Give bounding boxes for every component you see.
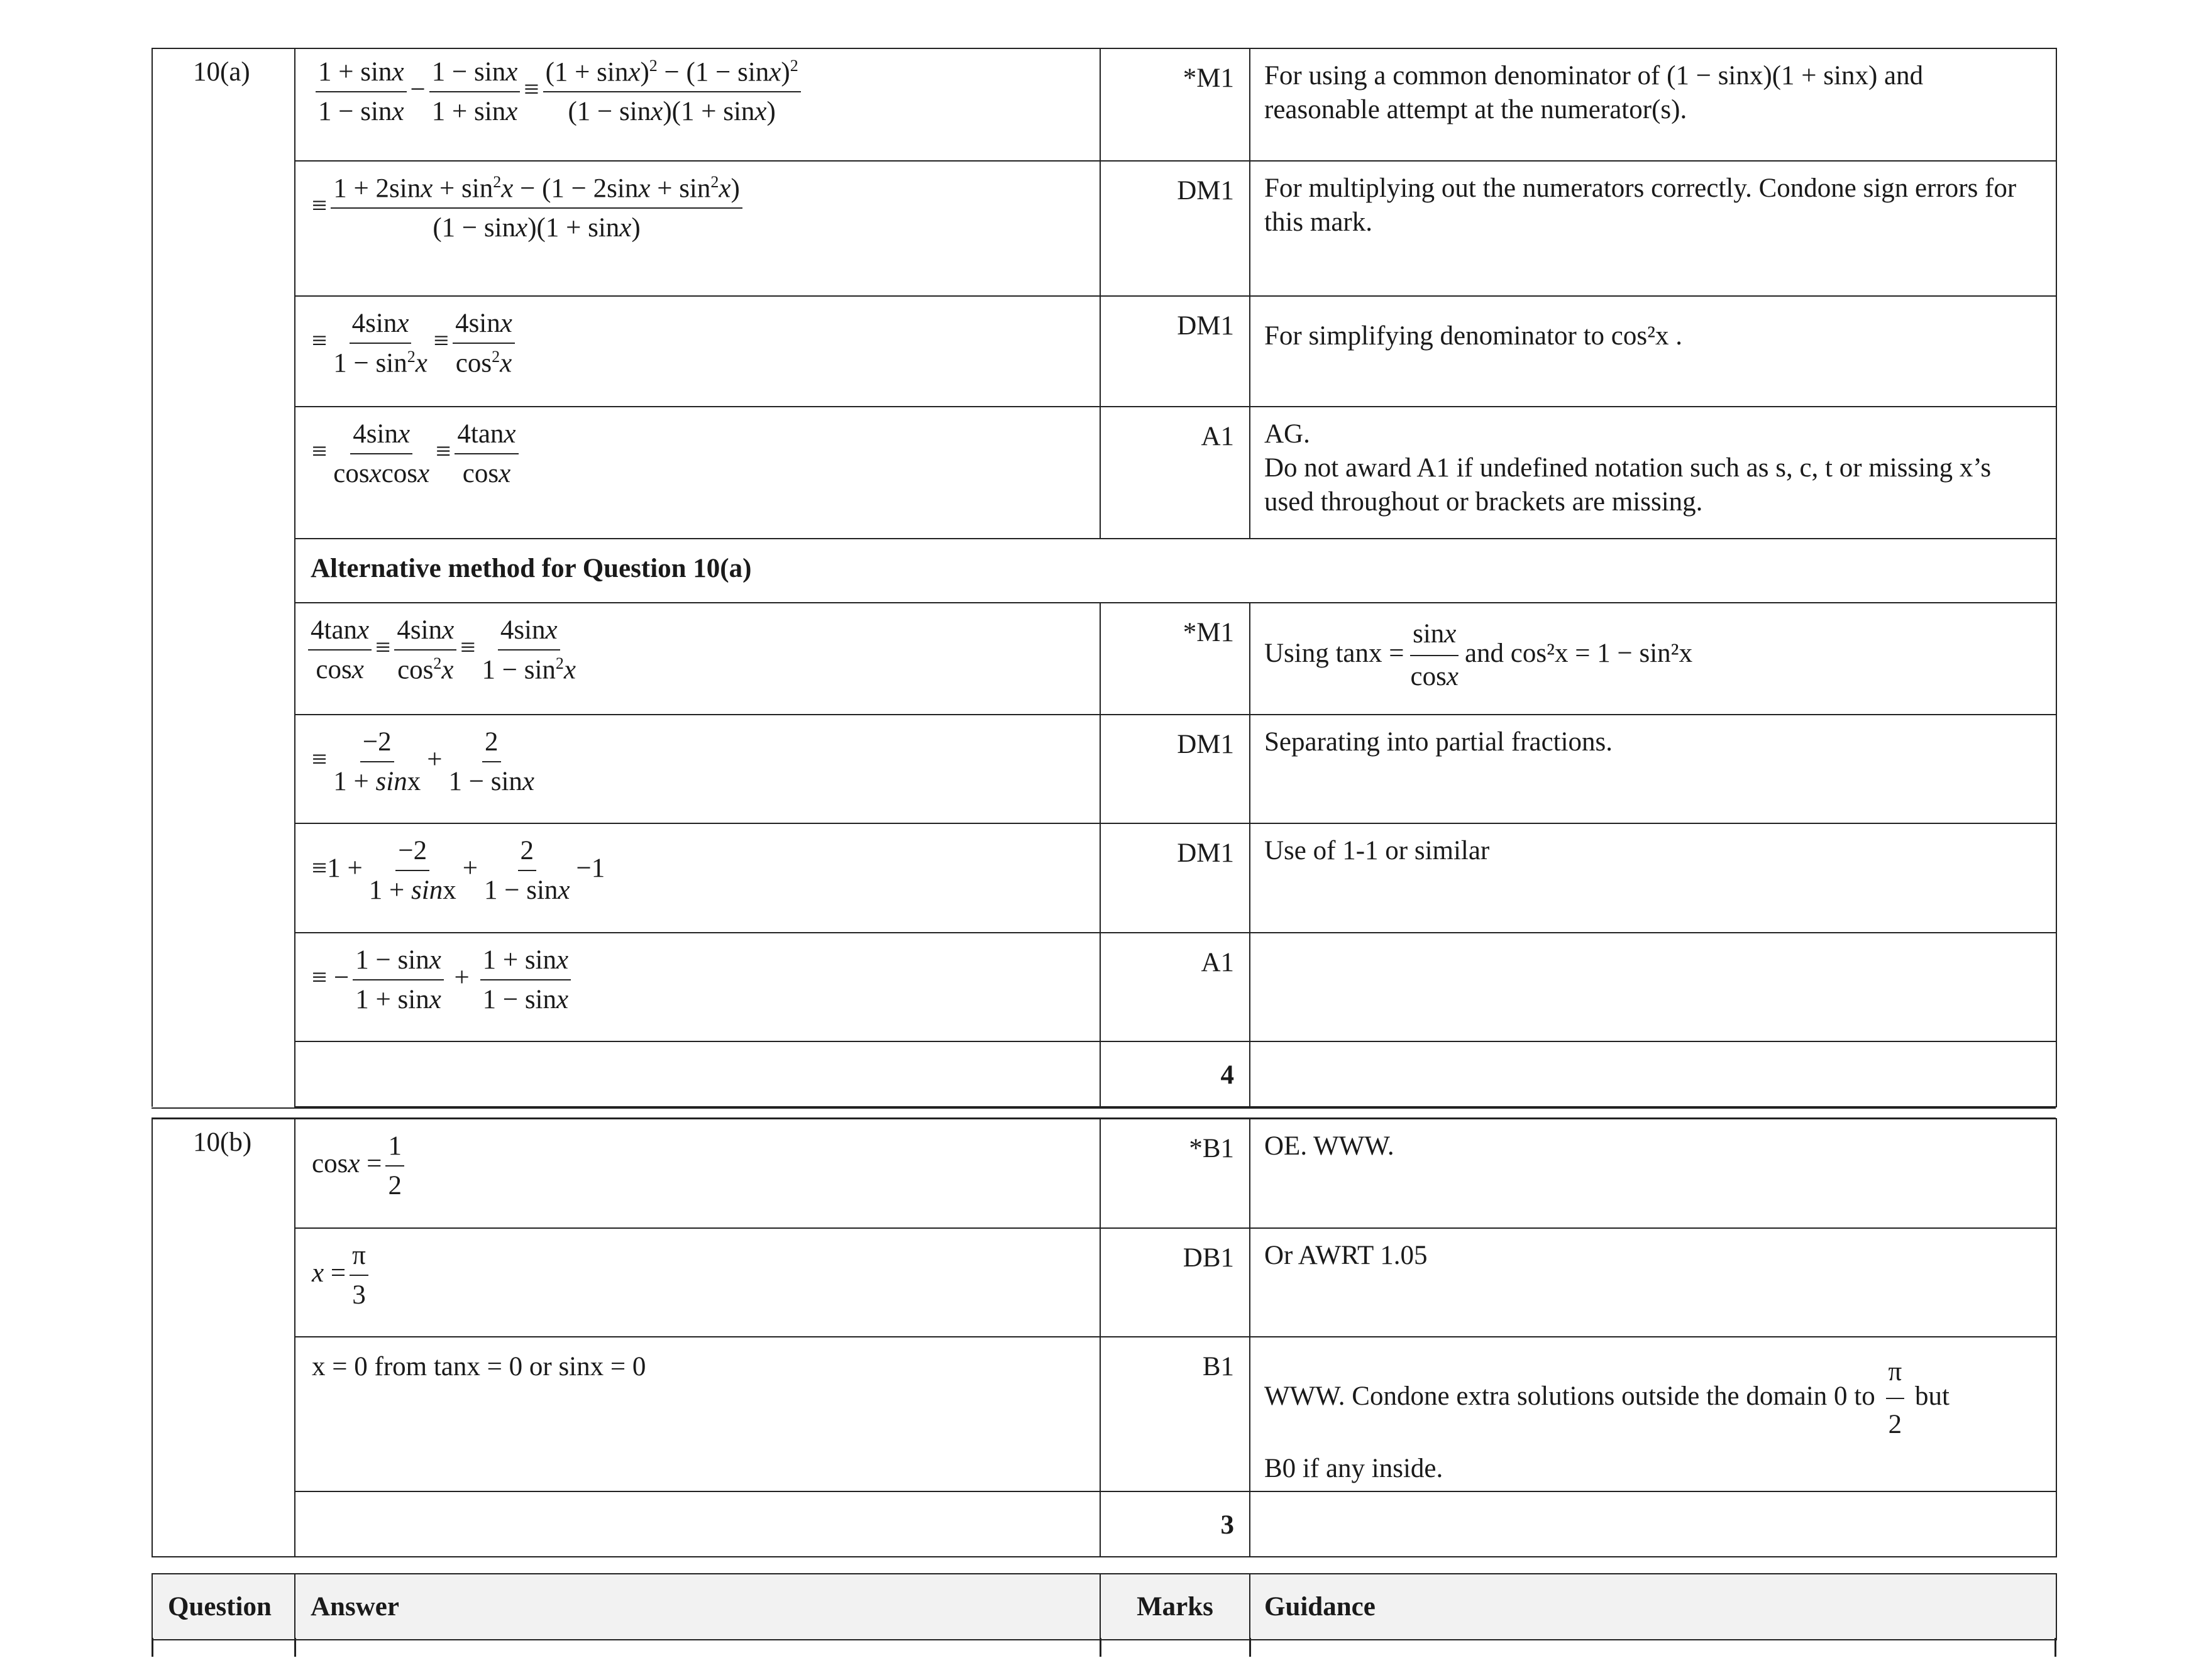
guidance-text: For simplifying denominator to cos²x .: [1250, 296, 2056, 407]
answer-step-b1: cosx = $\frac{1}{2}$: [295, 1119, 1100, 1228]
mark-code: DM1: [1100, 715, 1250, 823]
total-answer-cell: [295, 1491, 1100, 1557]
total-marks: 3: [1100, 1491, 1250, 1557]
header-guidance: Guidance: [1250, 1574, 2056, 1640]
total-guidance-cell: [1250, 1041, 2056, 1107]
section-divider: [152, 1107, 2056, 1119]
guidance-but: but: [1914, 1381, 1950, 1411]
answer-step-b2: x = $\frac{\pi}{3}$: [295, 1228, 1100, 1337]
guidance-text: Use of 1-1 or similar: [1250, 823, 2056, 933]
table-continuation-line: [1249, 1638, 1251, 1657]
header-marks: Marks: [1100, 1574, 1250, 1640]
table-continuation-line: [294, 1638, 296, 1657]
mark-code: *B1: [1100, 1119, 1250, 1228]
mark-code: B1: [1100, 1337, 1250, 1491]
mark-code: A1: [1100, 933, 1250, 1041]
total-guidance-cell: [1250, 1491, 2056, 1557]
question-number: 10(b): [152, 1119, 295, 1557]
alt-step-3: ≡1 + $\frac{-2}{1 + \sin x}$ + $\frac{2}{1 - \sin x}$ −1: [295, 823, 1100, 933]
answer-step-b3: x = 0 from tanx = 0 or sinx = 0: [295, 1337, 1100, 1491]
mark-code: *M1: [1100, 603, 1250, 715]
guidance-text: For using a common denominator of (1 − sinx)(1 + sinx) and reasonable attempt at the numerator(s).: [1250, 48, 2056, 161]
answer-step-2: ≡ $\frac{1 + 2\sin x + \sin^2x - (1 - 2\sin x + \sin^2x)}{(1 - \sin x)(1 + \sin x)}$: [295, 161, 1100, 296]
alt-step-2: ≡ $\frac{-2}{1 + \sin x}$ + $\frac{2}{1 - \sin x}$: [295, 715, 1100, 823]
table-continuation-line: [1100, 1638, 1101, 1657]
guidance-text: [1250, 933, 2056, 1041]
total-marks: 4: [1100, 1041, 1250, 1107]
mark-scheme-table-a: [152, 48, 2057, 1107]
mark-code: DM1: [1100, 161, 1250, 296]
column-header-row: [152, 1573, 2057, 1640]
mark-scheme-table-b: [152, 1118, 2057, 1557]
guidance-text: For multiplying out the numerators correctly. Condone sign errors for this mark.: [1250, 161, 2056, 296]
answer-step-1: $\frac{1 + \sin x}{1 - \sin x}$ − $\frac{1 - \sin x}{1 + \sin x}$ ≡ $\frac{(1 + \sin x)^2 - (1 - \sin x)^2}{(1 - \sin x)(1 + \sin x)}$: [295, 48, 1100, 161]
guidance-text: Separating into partial fractions.: [1250, 715, 2056, 823]
mark-code: DB1: [1100, 1228, 1250, 1337]
header-question: Question: [152, 1574, 295, 1640]
mark-code: A1: [1100, 407, 1250, 539]
mark-code: *M1: [1100, 48, 1250, 161]
table-continuation-line: [152, 1638, 153, 1657]
guidance-text: Using tanx = $\frac{\sin x}{\cos x}$ and cos²x = 1 − sin²x: [1250, 603, 2056, 715]
guidance-line-2: B0 if any inside.: [1264, 1454, 1443, 1483]
header-answer: Answer: [295, 1574, 1100, 1640]
alt-step-1: $\frac{4\tan x}{\cos x}$ ≡ $\frac{4\sin x}{\cos^2x}$ ≡ $\frac{4\sin x}{1 - \sin^2x}$: [295, 603, 1100, 715]
table-continuation-line: [2054, 1638, 2056, 1657]
guidance-text: WWW. Condone extra solutions outside the domain 0 to $\frac{\pi}{2}$ but B0 if any inside.: [1250, 1337, 2056, 1491]
alt-step-4: ≡ − $\frac{1 - \sin x}{1 + \sin x}$ + $\frac{1 + \sin x}{1 - \sin x}$: [295, 933, 1100, 1041]
alternative-method-heading: Alternative method for Question 10(a): [295, 539, 2056, 603]
mark-code: DM1: [1100, 823, 1250, 933]
guidance-text: OE. WWW.: [1250, 1119, 2056, 1228]
guidance-text: AG. Do not award A1 if undefined notation such as s, c, t or missing x’s used throughout or brackets are missing.: [1250, 407, 2056, 539]
guidance-line-1: WWW. Condone extra solutions outside the domain 0 to: [1264, 1381, 1875, 1411]
guidance-suffix: and cos²x = 1 − sin²x: [1464, 638, 1693, 668]
total-answer-cell: [295, 1041, 1100, 1107]
guidance-prefix: Using tanx =: [1264, 638, 1404, 668]
question-number: 10(a): [152, 48, 295, 1107]
answer-step-3: ≡ $\frac{4\sin x}{1 - \sin^2x}$ ≡ $\frac{4\sin x}{\cos^2x}$: [295, 296, 1100, 407]
mark-code: DM1: [1100, 296, 1250, 407]
answer-step-4: ≡ $\frac{4\sin x}{\text{cosxcosx}}$ ≡ $\frac{4\tan x}{\cos x}$: [295, 407, 1100, 539]
guidance-text: Or AWRT 1.05: [1250, 1228, 2056, 1337]
